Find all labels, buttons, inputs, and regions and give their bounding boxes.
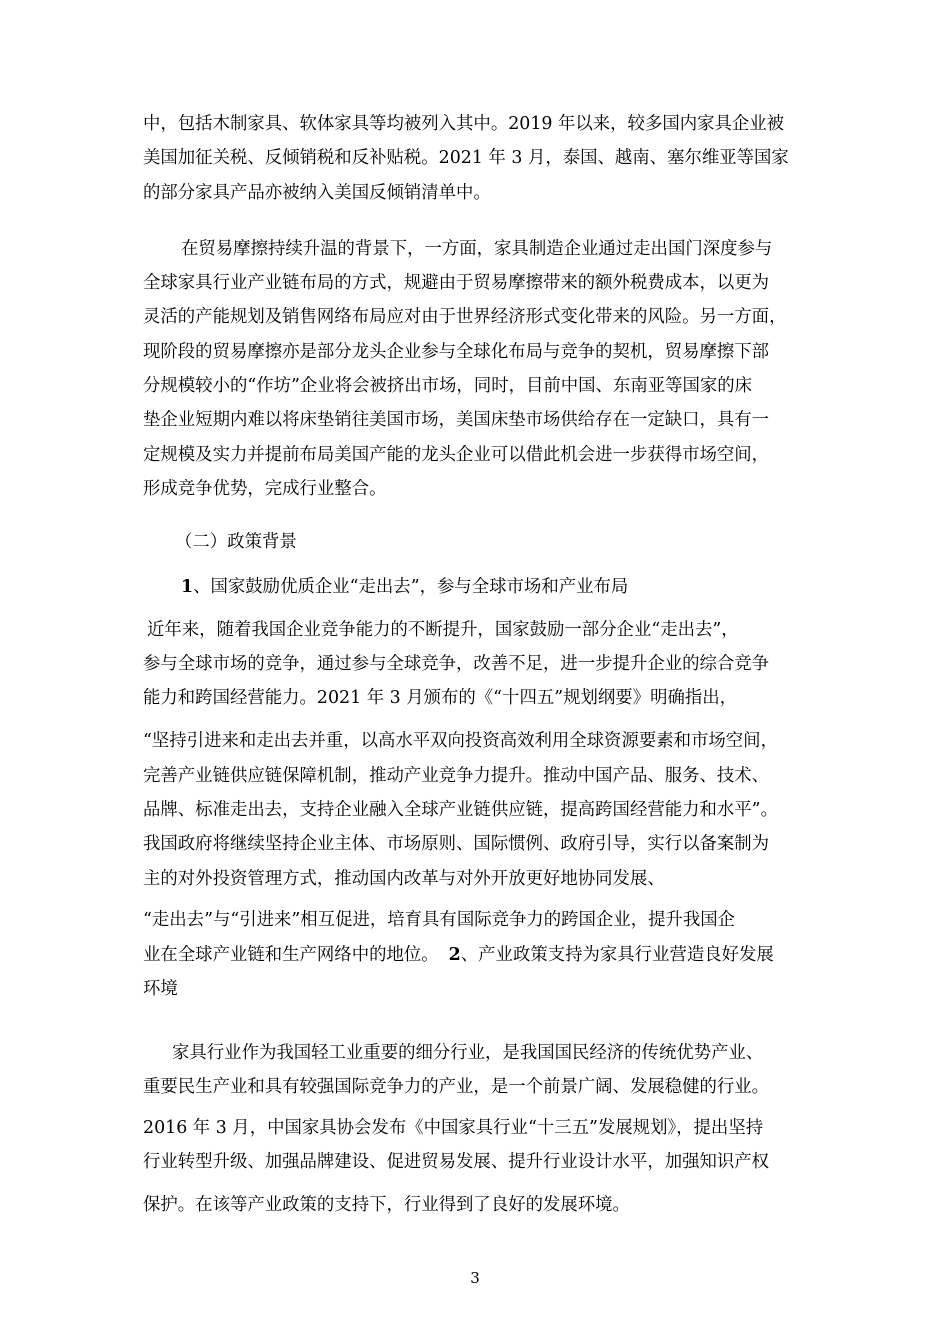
text-line: 品牌、标准走出去，支持企业融入全球产业链供应链，提高跨国经营能力和水平”。 — [143, 800, 778, 820]
text-line: 在贸易摩擦持续升温的背景下，一方面，家具制造企业通过走出国门深度参与 — [181, 239, 773, 259]
text-line: 定规模及实力并提前布局美国产能的龙头企业可以借此机会进一步获得市场空间， — [143, 445, 770, 465]
subsection-heading-1 — [181, 575, 628, 599]
subsection-heading-2: 、产业政策支持为家具行业营造良好发展 — [460, 945, 774, 965]
text-line: “走出去”与“引进来”相互促进，培育具有国际竞争力的跨国企业，提升我国企 — [143, 910, 736, 930]
text-line: 参与全球市场的竞争，通过参与全球竞争，改善不足，进一步提升企业的综合竞争 — [143, 654, 770, 674]
text-line: 美国加征关税、反倾销税和反补贴税。2021 年 3 月，泰国、越南、塞尔维亚等国家 — [143, 148, 789, 168]
heading-number: 1 — [181, 577, 194, 597]
text-line: 能力和跨国经营能力。2021 年 3 月颁布的《“十四五”规划纲要》明确指出， — [143, 688, 738, 708]
text-line: 完善产业链供应链保障机制，推动产业竞争力提升。推动中国产品、服务、技术、 — [143, 766, 770, 786]
heading-number: 2 — [448, 945, 461, 965]
text-segment: 业在全球产业链和生产网络中的地位。 — [143, 945, 439, 965]
heading-text: 、国家鼓励优质企业“走出去”，参与全球市场和产业布局 — [193, 577, 629, 597]
text-line: 行业转型升级、加强品牌建设、促进贸易发展、提升行业设计水平，加强知识产权 — [143, 1152, 770, 1172]
page-number: 3 — [470, 1269, 480, 1287]
text-line: “坚持引进来和走出去并重，以高水平双向投资高效利用全球资源要素和市场空间， — [143, 731, 778, 751]
text-line: 灵活的产能规划及销售网络布局应对由于世界经济形式变化带来的风险。另一方面， — [143, 307, 787, 327]
text-line: 全球家具行业产业链布局的方式，规避由于贸易摩擦带来的额外税费成本，以更为 — [143, 273, 770, 293]
text-line: 近年来，随着我国企业竞争能力的不断提升，国家鼓励一部分企业“走出去”， — [147, 620, 739, 640]
text-line: 2016 年 3 月，中国家具协会发布《中国家具行业“十三五”发展规划》，提出坚持 — [143, 1118, 764, 1138]
text-line: 现阶段的贸易摩擦亦是部分龙头企业参与全球化布局与竞争的契机，贸易摩擦下部 — [143, 342, 770, 362]
text-line: 主的对外投资管理方式，推动国内改革与对外开放更好地协同发展、 — [143, 869, 665, 889]
text-line — [143, 943, 774, 967]
text-line: 的部分家具产品亦被纳入美国反倾销清单中。 — [143, 183, 491, 203]
text-line: 保护。在该等产业政策的支持下，行业得到了良好的发展环境。 — [143, 1195, 630, 1215]
text-line: 重要民生产业和具有较强国际竞争力的产业，是一个前景广阔、发展稳健的行业。 — [143, 1077, 770, 1097]
text-line: 中，包括木制家具、软体家具等均被列入其中。2019 年以来，较多国内家具企业被 — [143, 114, 785, 134]
text-line: 形成竞争优势，完成行业整合。 — [143, 479, 387, 499]
text-line: 垫企业短期内难以将床垫销往美国市场，美国床垫市场供给存在一定缺口，具有一 — [143, 410, 770, 430]
text-line: 我国政府将继续坚持企业主体、市场原则、国际惯例、政府引导，实行以备案制为 — [143, 834, 770, 854]
text-line: 环境 — [143, 979, 178, 999]
section-heading: （二）政策背景 — [175, 532, 297, 552]
text-line: 家具行业作为我国轻工业重要的细分行业，是我国国民经济的传统优势产业、 — [172, 1043, 764, 1063]
text-line: 分规模较小的“作坊”企业将会被挤出市场，同时，目前中国、东南亚等国家的床 — [143, 376, 753, 396]
